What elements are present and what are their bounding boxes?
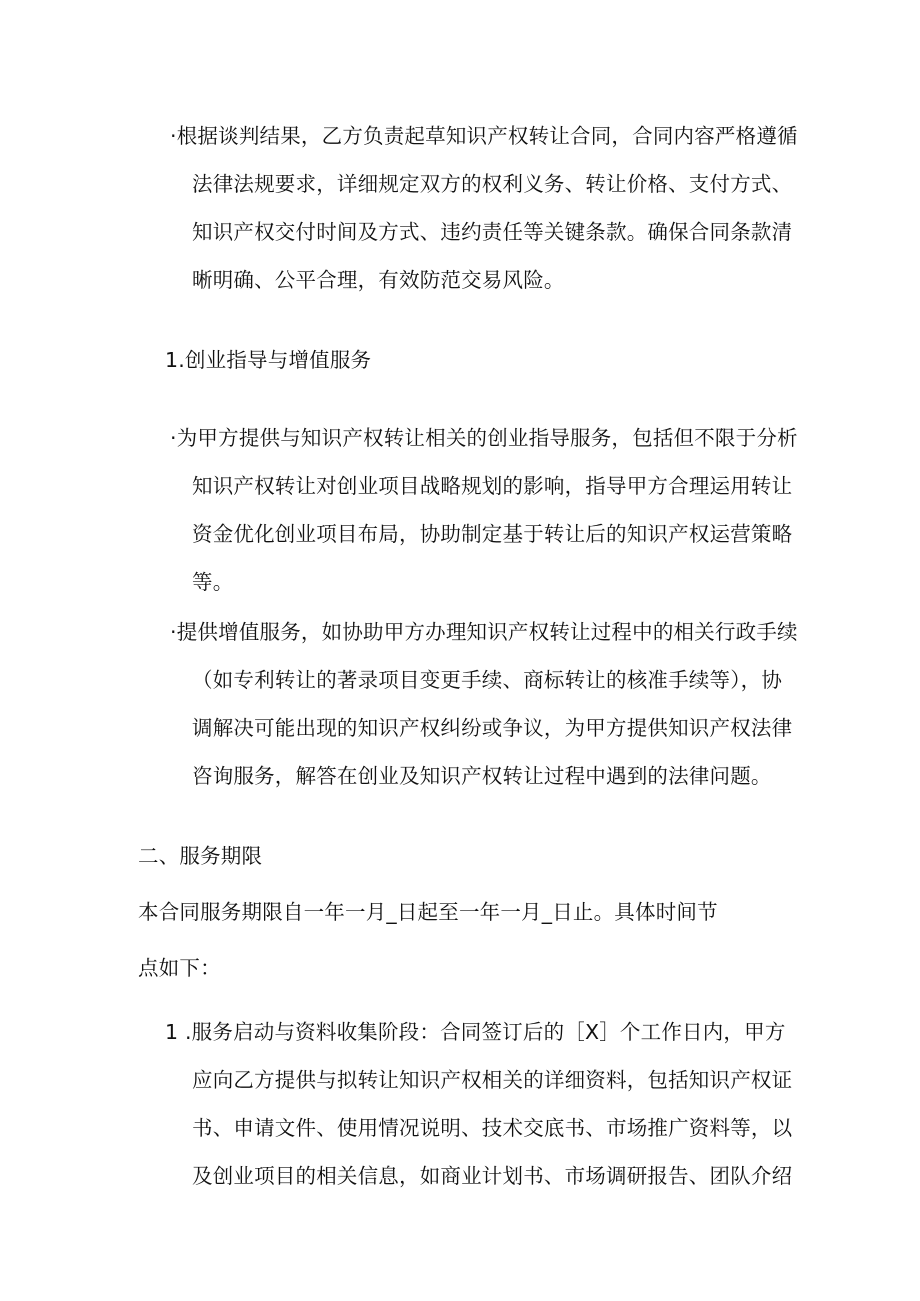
subheading-startup-guidance: 1.创业指导与增值服务 [165,348,372,372]
paragraph-line: 资金优化创业项目布局，协助制定基于转让后的知识产权运营策略 [192,522,793,546]
paragraph-line: 本合同服务期限自一年一月_日起至一年一月_日止。具体时间节 [138,900,718,924]
paragraph-line: 咨询服务，解答在创业及知识产权转让过程中遇到的法律问题。 [192,764,772,788]
paragraph-line: 点如下： [138,956,221,980]
paragraph-line: ·根据谈判结果，乙方负责起草知识产权转让合同，合同内容严格遵循 [170,124,798,148]
paragraph-line: 调解决可能出现的知识产权纠纷或争议，为甲方提供知识产权法律 [192,716,793,740]
paragraph-line: 等。 [192,570,234,594]
paragraph-line: 1 .服务启动与资料收集阶段：合同签订后的［X］个工作日内，甲方 [165,1020,786,1044]
paragraph-line: 知识产权交付时间及方式、违约责任等关键条款。确保合同条款清 [192,220,793,244]
paragraph-line: 晰明确、公平合理，有效防范交易风险。 [192,268,565,292]
paragraph-line: ·为甲方提供与知识产权转让相关的创业指导服务，包括但不限于分析 [170,426,798,450]
paragraph-line: 法律法规要求，详细规定双方的权利义务、转让价格、支付方式、 [192,172,793,196]
paragraph-line: （如专利转让的著录项目变更手续、商标转让的核准手续等），协 [192,668,783,692]
paragraph-line: 及创业项目的相关信息，如商业计划书、市场调研报告、团队介绍 [192,1164,793,1188]
paragraph-line: 书、申请文件、使用情况说明、技术交底书、市场推广资料等，以 [192,1116,793,1140]
section-title-service-term: 二、服务期限 [138,844,263,868]
paragraph-line: 知识产权转让对创业项目战略规划的影响，指导甲方合理运用转让 [192,474,793,498]
paragraph-line: 应向乙方提供与拟转让知识产权相关的详细资料，包括知识产权证 [192,1068,793,1092]
paragraph-line: ·提供增值服务，如协助甲方办理知识产权转让过程中的相关行政手续 [170,620,798,644]
